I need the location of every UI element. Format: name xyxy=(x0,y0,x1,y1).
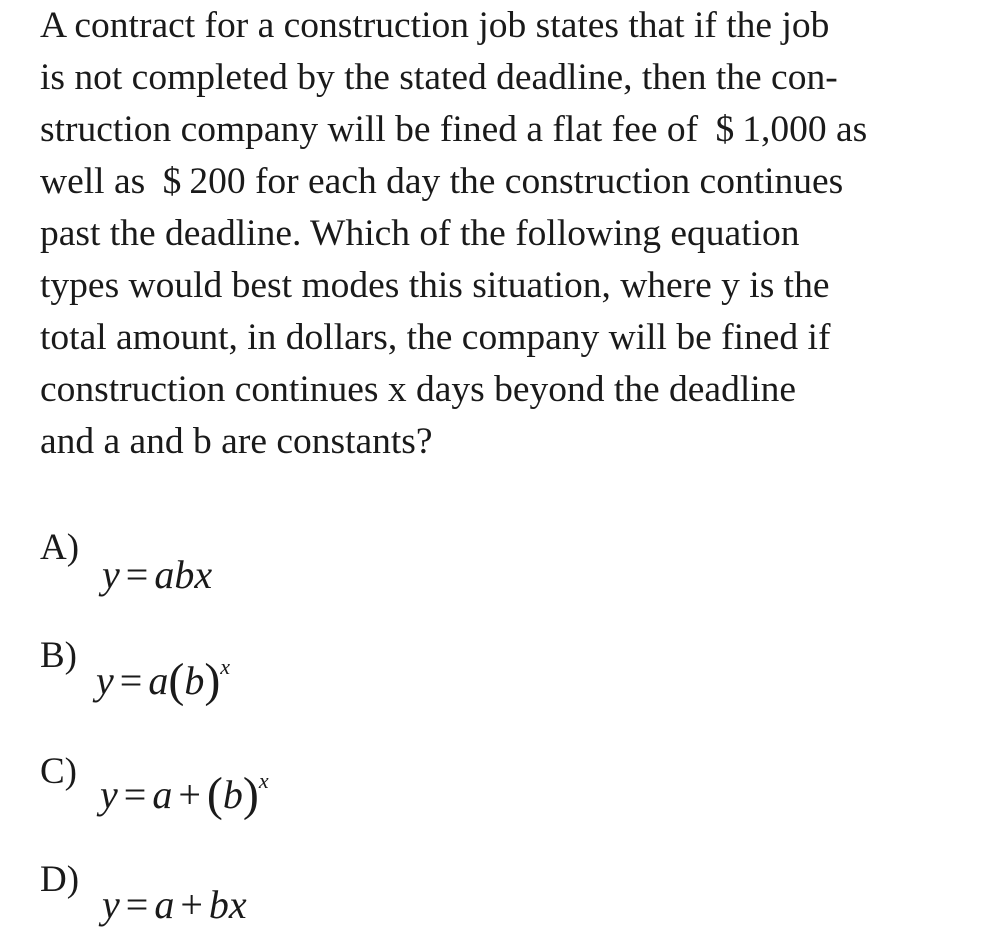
left-paren: ( xyxy=(168,654,185,707)
choice-label: C) xyxy=(40,751,77,792)
dollar-sign: $ xyxy=(162,161,182,202)
question-text xyxy=(40,0,965,468)
var-a: a xyxy=(152,772,173,817)
fee-amount xyxy=(707,109,826,150)
equals-sign: = xyxy=(119,658,143,703)
answer-choice-d[interactable] xyxy=(40,860,640,950)
answer-choice-b[interactable] xyxy=(40,636,640,726)
choice-formula xyxy=(96,653,231,707)
right-paren: ) xyxy=(204,654,221,707)
choice-label: A) xyxy=(40,527,80,568)
var-x: x xyxy=(194,552,213,597)
right-paren: ) xyxy=(242,768,259,821)
var-b: b xyxy=(184,658,205,703)
question-line: and a and b are constants? xyxy=(40,421,433,462)
plus-sign: + xyxy=(178,772,201,817)
var-b: b xyxy=(222,772,243,817)
var-a: a xyxy=(154,552,175,597)
var-x: x xyxy=(228,882,247,927)
equals-sign: = xyxy=(123,772,147,817)
var-a: a xyxy=(148,658,169,703)
dollar-sign: $ xyxy=(715,109,735,150)
question-text-segment: for each day the construction continues xyxy=(245,161,844,202)
exponent-x: x xyxy=(220,653,231,679)
daily-fee-amount xyxy=(155,161,246,202)
left-paren: ( xyxy=(206,768,223,821)
var-b: b xyxy=(208,882,229,927)
var-y: y xyxy=(102,552,120,597)
daily-fee-value: 200 xyxy=(189,161,246,202)
plus-sign: + xyxy=(180,882,203,927)
choice-formula xyxy=(102,550,212,600)
var-y: y xyxy=(100,772,118,817)
answer-choice-a[interactable] xyxy=(40,528,640,618)
var-y: y xyxy=(96,658,114,703)
question-line: total amount, in dollars, the company will be fined if xyxy=(40,317,831,358)
choice-label: D) xyxy=(40,859,80,900)
choice-formula xyxy=(100,767,269,821)
question-line: types would best modes this situation, where y is the xyxy=(40,265,830,306)
question-line xyxy=(40,104,965,156)
var-y: y xyxy=(102,882,120,927)
question-line: is not completed by the stated deadline, then the con- xyxy=(40,57,838,98)
var-b: b xyxy=(174,552,195,597)
answer-choice-c[interactable] xyxy=(40,752,640,842)
question-text-segment: as xyxy=(826,109,868,150)
exponent-x: x xyxy=(258,767,269,793)
question-line: construction continues x days beyond the deadline xyxy=(40,369,797,410)
equals-sign: = xyxy=(125,882,149,927)
choice-label: B) xyxy=(40,635,77,676)
question-text-segment: well as xyxy=(40,161,155,202)
question-line: past the deadline. Which of the following equation xyxy=(40,213,800,254)
question-text-segment: struction company will be fined a flat fee of xyxy=(40,109,708,150)
equals-sign: = xyxy=(125,552,149,597)
question-line xyxy=(40,156,965,208)
var-a: a xyxy=(154,882,175,927)
flat-fee-value: 1,000 xyxy=(742,109,827,150)
question-line: A contract for a construction job states that if the job xyxy=(40,5,830,46)
choice-formula xyxy=(102,880,247,930)
